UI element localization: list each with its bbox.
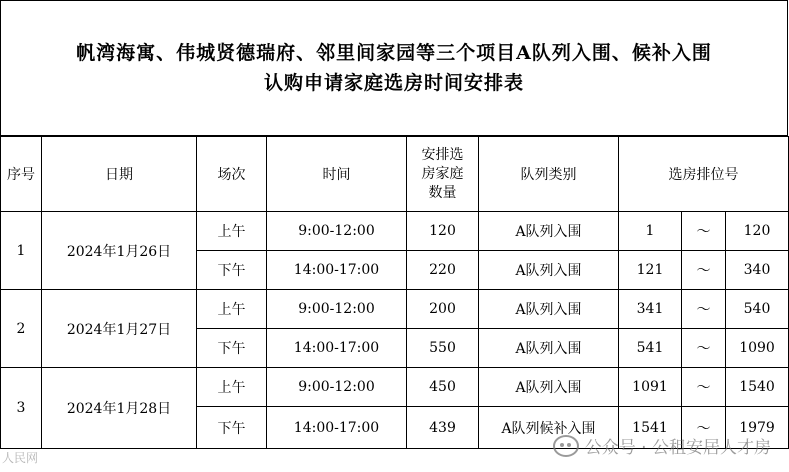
header-count — [407, 137, 479, 212]
time-cell: 14:00-17:00 — [267, 329, 407, 368]
rank-to-cell: 1540 — [726, 368, 789, 407]
rank-separator: ～ — [682, 407, 726, 449]
rank-to-cell: 540 — [726, 290, 789, 329]
seq-cell: 3 — [1, 368, 42, 449]
header-count-line-1: 安排选 — [421, 146, 464, 163]
session-cell: 上午 — [197, 290, 267, 329]
queue-cell: A队列入围 — [479, 368, 619, 407]
rank-to-cell: 120 — [726, 212, 789, 251]
header-time: 时间 — [267, 137, 407, 212]
session-cell: 上午 — [197, 368, 267, 407]
count-cell: 450 — [407, 368, 479, 407]
queue-cell: A队列入围 — [479, 290, 619, 329]
count-cell: 439 — [407, 407, 479, 449]
watermark — [553, 433, 771, 458]
session-cell: 上午 — [197, 212, 267, 251]
rank-from-cell: 541 — [619, 329, 682, 368]
count-cell: 200 — [407, 290, 479, 329]
seq-cell: 1 — [1, 212, 42, 290]
rank-from-cell: 1 — [619, 212, 682, 251]
time-cell: 9:00-12:00 — [267, 368, 407, 407]
rank-from-cell: 1091 — [619, 368, 682, 407]
rank-from-cell: 341 — [619, 290, 682, 329]
rank-to-cell: 340 — [726, 251, 789, 290]
session-cell: 下午 — [197, 407, 267, 449]
table-row — [1, 290, 789, 329]
count-cell: 550 — [407, 329, 479, 368]
seq-cell: 2 — [1, 290, 42, 368]
schedule-table — [0, 136, 789, 449]
rank-from-cell: 1541 — [619, 407, 682, 449]
session-cell: 下午 — [197, 329, 267, 368]
rank-separator: ～ — [682, 251, 726, 290]
time-cell: 14:00-17:00 — [267, 251, 407, 290]
date-cell: 2024年1月26日 — [42, 212, 197, 290]
rank-to-cell: 1090 — [726, 329, 789, 368]
rank-from-cell: 121 — [619, 251, 682, 290]
header-date: 日期 — [42, 137, 197, 212]
rank-separator: ～ — [682, 212, 726, 251]
queue-cell: A队列候补入围 — [479, 407, 619, 449]
header-session: 场次 — [197, 137, 267, 212]
watermark-text: 公众号 · 公租安居人才房 — [584, 438, 771, 458]
header-seq: 序号 — [1, 137, 42, 212]
wechat-icon — [553, 435, 579, 457]
title-line-2: 认购申请家庭选房时间安排表 — [263, 72, 524, 94]
count-cell: 120 — [407, 212, 479, 251]
header-count-line-3: 数量 — [428, 184, 457, 201]
session-cell: 下午 — [197, 251, 267, 290]
count-cell: 220 — [407, 251, 479, 290]
queue-cell: A队列入围 — [479, 251, 619, 290]
date-cell: 2024年1月28日 — [42, 368, 197, 449]
rank-separator: ～ — [682, 329, 726, 368]
header-count-line-2: 房家庭 — [421, 165, 464, 182]
table-row — [1, 368, 789, 407]
title-line-1: 帆湾海寓、伟城贤德瑞府、邻里间家园等三个项目A队列入围、候补入围 — [76, 42, 712, 64]
time-cell: 9:00-12:00 — [267, 212, 407, 251]
header-rank: 选房排位号 — [619, 137, 789, 212]
time-cell: 14:00-17:00 — [267, 407, 407, 449]
date-cell: 2024年1月27日 — [42, 290, 197, 368]
page-title — [0, 0, 788, 136]
rank-separator: ～ — [682, 290, 726, 329]
queue-cell: A队列入围 — [479, 212, 619, 251]
rank-separator: ～ — [682, 368, 726, 407]
queue-cell: A队列入围 — [479, 329, 619, 368]
time-cell: 9:00-12:00 — [267, 290, 407, 329]
table-header-row — [1, 137, 789, 212]
table-row — [1, 212, 789, 251]
header-queue: 队列类别 — [479, 137, 619, 212]
rank-to-cell: 1979 — [726, 407, 789, 449]
watermark-left: 人民网 — [2, 451, 39, 465]
